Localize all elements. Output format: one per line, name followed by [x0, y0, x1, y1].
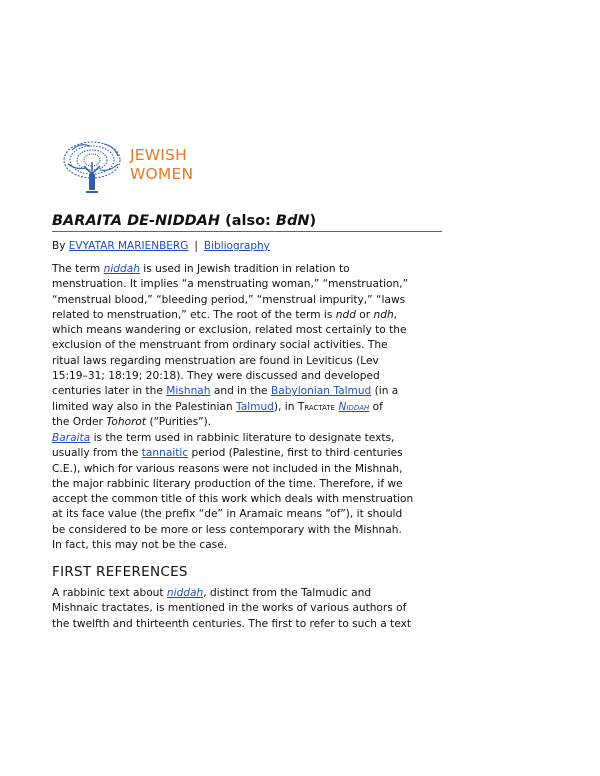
- bibliography-link[interactable]: Bibliography: [203, 240, 270, 252]
- paragraph-1: [52, 262, 444, 430]
- text-span: (in a: [371, 385, 399, 398]
- text-line: “menstrual blood,” “bleeding period,” “menstrual impurity,” “laws: [52, 293, 406, 306]
- niddah-link[interactable]: niddah: [166, 587, 204, 599]
- text-span: limited way also in the Palestinian: [52, 400, 236, 413]
- text-span: and in the: [210, 385, 271, 398]
- tannaitic-link[interactable]: tannaitic: [141, 447, 189, 460]
- text-line: 15:19–31; 18:19; 20:18). They were discussed and developed: [52, 370, 380, 383]
- text-span: , distinct from the Talmudic and: [203, 587, 372, 599]
- text-span: related to menstruation,” etc. The root of the term is: [52, 308, 336, 321]
- logo-line-2: WOMEN: [130, 165, 194, 183]
- section-heading: FIRST REFERENCES: [52, 564, 188, 580]
- text-line: [52, 431, 444, 446]
- text-line: menstruation. It implies “a menstruating woman,” “menstruation,”: [52, 278, 409, 291]
- logo-line-1: JEWISH: [130, 146, 187, 164]
- text-span: (“Purities”).: [146, 415, 212, 428]
- text-span: usually from the: [52, 447, 142, 460]
- baraita-link[interactable]: Baraita: [52, 432, 91, 444]
- text-line: be considered to be more or less contemporary with the Mishnah.: [52, 523, 402, 536]
- text-line: [52, 262, 444, 277]
- text-line: which means wandering or exclusion, related most certainly to the: [52, 324, 407, 337]
- title-also-term: BdN: [275, 213, 310, 229]
- text-line: [52, 446, 444, 461]
- text-span: The term: [52, 263, 104, 275]
- article-title: [52, 213, 442, 232]
- text-line: the twelfth and thirteenth centuries. The first to refer to such a text: [52, 617, 412, 630]
- text-line: the major rabbinic literary production of the time. Therefore, if we: [52, 477, 403, 490]
- text-span: of: [369, 400, 383, 413]
- italic-term: ndh: [373, 308, 394, 321]
- text-span: is used in Jewish tradition in relation to: [139, 263, 350, 275]
- paragraph-2: [52, 431, 444, 553]
- byline-separator: |: [194, 240, 198, 252]
- text-line: [52, 415, 444, 430]
- title-also-suffix: ): [309, 213, 317, 229]
- text-line: at its face value (the prefix “de” in Aramaic means “of”), it should: [52, 508, 403, 521]
- text-line: [52, 384, 444, 399]
- text-span: centuries later in the: [52, 385, 167, 398]
- text-span: ,: [393, 308, 398, 321]
- mishnah-link[interactable]: Mishnah: [166, 385, 211, 398]
- small-caps-text: Tractate: [297, 400, 336, 413]
- title-main: BARAITA DE-NIDDAH: [52, 213, 221, 229]
- author-link[interactable]: EVYATAR MARIENBERG: [68, 240, 189, 252]
- text-span: the Order: [52, 415, 107, 428]
- text-span: is the term used in rabbinic literature to designate texts,: [90, 432, 395, 444]
- italic-term: ndd: [335, 308, 356, 321]
- text-line: [52, 400, 444, 415]
- jewish-women-logo: [60, 140, 220, 192]
- text-line: Mishnaic tractates, is mentioned in the works of various authors of: [52, 602, 407, 615]
- babylonian-talmud-link[interactable]: Babylonian Talmud: [270, 385, 372, 398]
- text-span: A rabbinic text about: [52, 587, 167, 599]
- text-line: C.E.), which for various reasons were not included in the Mishnah,: [52, 462, 403, 475]
- text-span: ), in: [273, 400, 298, 413]
- title-also-prefix: (also:: [220, 213, 276, 229]
- text-span: or: [355, 308, 374, 321]
- logo-text: [130, 146, 193, 184]
- text-line: accept the common title of this work which deals with menstruation: [52, 493, 414, 506]
- text-line: In fact, this may not be the case.: [52, 539, 228, 552]
- italic-term: Tohorot: [106, 415, 147, 428]
- niddah-link[interactable]: niddah: [103, 263, 140, 275]
- text-line: ritual laws regarding menstruation are found in Leviticus (Lev: [52, 354, 379, 367]
- text-span: period (Palestine, first to third centuries: [188, 447, 403, 460]
- tree-icon: [60, 140, 124, 194]
- tractate-niddah-link[interactable]: Niddah: [338, 400, 370, 413]
- talmud-link[interactable]: Talmud: [236, 400, 274, 413]
- paragraph-3: [52, 586, 444, 632]
- byline-by: By: [52, 240, 69, 252]
- text-line: [52, 308, 444, 323]
- text-line: exclusion of the menstruant from ordinary social activities. The: [52, 339, 388, 352]
- byline: [52, 240, 270, 252]
- text-line: [52, 586, 444, 601]
